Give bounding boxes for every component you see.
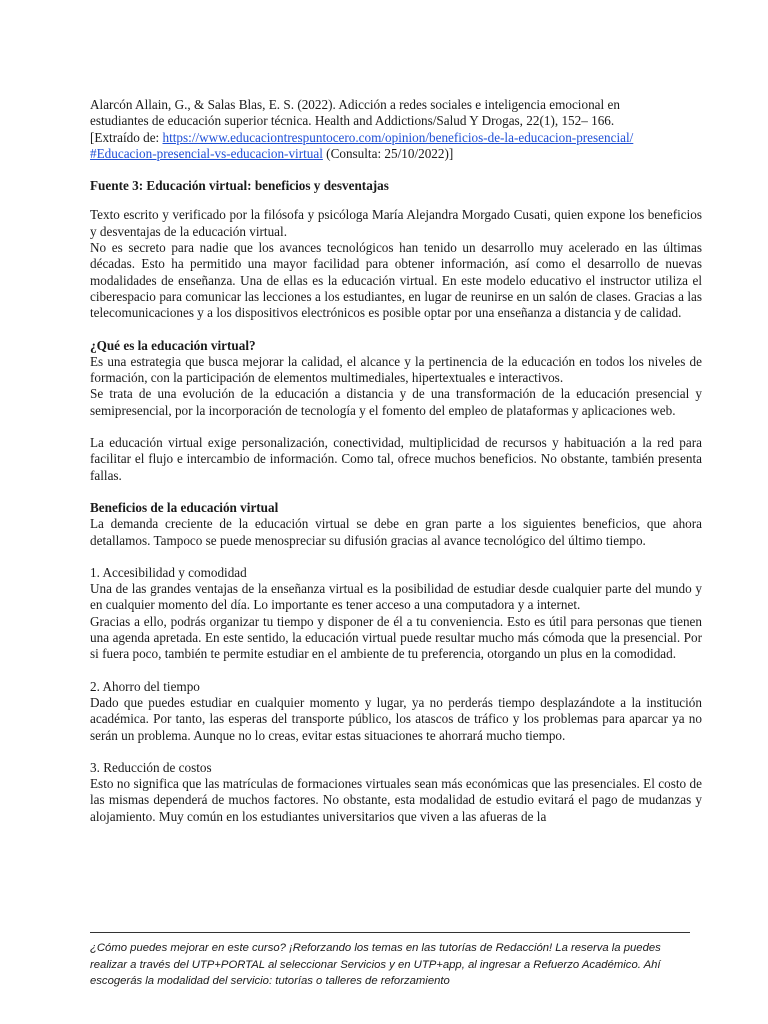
consulted-date: (Consulta: 25/10/2022)] — [322, 145, 454, 161]
benefits-intro: La demanda creciente de la educación virtual se debe en gran parte a los siguientes beneficios, que ahora detallamos. Tampoco se puede menospreciar su difusión gracias al avance tecnológico del último tiempo. — [90, 516, 702, 548]
what-is-paragraph-1: Es una estrategia que busca mejorar la calidad, el alcance y la pertinencia de la educación en todos los niveles de formación, con la participación de elementos multimediales, hipertextuales e interactivos. — [90, 353, 702, 386]
benefit-1-paragraph-2: Gracias a ello, podrás organizar tu tiempo y disponer de él a tu conveniencia. Esto es útil para personas que tienen una agenda apretada. En este sentido, la educación virtual puede resultar mucho más cómoda que la presencial. Por si fuera poco, también te permite estudiar en el ambiente de tu preferencia, otorgando un plus en la comodidad. — [90, 613, 702, 662]
benefit-1-paragraph-1: Una de las grandes ventajas de la enseñanza virtual es la posibilidad de estudiar desde cualquier parte del mundo y en cualquier momento del día. Lo importante es tener acceso a una computadora y a internet. — [90, 581, 702, 613]
benefit-1-title: 1. Accesibilidad y comodidad — [90, 564, 247, 580]
document-body — [90, 97, 702, 825]
source-url-link-part-2[interactable]: #Educacion-presencial-vs-educacion-virtual — [90, 145, 323, 161]
citation-line-2: estudiantes de educación superior técnica. Health and Addictions/Salud Y Drogas, 22(1), 152– 166. — [90, 113, 615, 129]
benefit-3-paragraph: Esto no significa que las matrículas de formaciones virtuales sean más económicas que las presenciales. El costo de las mismas dependerá de muchos factores. No obstante, esta modalidad de estudio evitará el pago de mudanzas y alojamiento. Muy común en los estudiantes universitarios que viven a las afueras de la — [90, 776, 702, 824]
extracted-prefix: [Extraído de: — [90, 129, 163, 145]
benefit-3-title: 3. Reducción de costos — [90, 759, 212, 775]
intro-paragraph-1: Texto escrito y verificado por la filósofa y psicóloga María Alejandra Morgado Cusati, quien expone los beneficios y desventajas de la educación virtual. — [90, 207, 702, 239]
benefit-2-paragraph: Dado que puedes estudiar en cualquier momento y lugar, ya no perderás tiempo desplazándote a la institución académica. Por tanto, las esperas del transporte público, los atascos de tráfico y los problemas para aparcar ya no serán un problema. Aunque no lo creas, evitar estas situaciones te ahorrará mucho tiempo. — [90, 694, 702, 743]
extracted-from-line-2 — [90, 146, 702, 162]
source-title: Fuente 3: Educación virtual: beneficios y desventajas — [90, 178, 389, 194]
intro-paragraph-2: No es secreto para nadie que los avances tecnológicos han tenido un desarrollo muy acelerado en las últimas décadas. Esto ha permitido una mayor facilidad para obtener información, así como el desarrollo de nuevas modalidades de enseñanza. Una de ellas es la educación virtual. En este modelo educativo el instructor utiliza el ciberespacio para comunicar las lecciones a los estudiantes, en lugar de reunirse en un salón de clases. Gracias a las telecomunicaciones y a los dispositivos electrónicos es posible optar por una enseñanza a distancia y de calidad. — [90, 240, 702, 321]
what-is-paragraph-2: Se trata de una evolución de la educación a distancia y de una transformación de la educación presencial y semipresencial, por la incorporación de tecnología y el fomento del empleo de plataformas y aplicaciones web. — [90, 386, 702, 418]
what-is-paragraph-3: La educación virtual exige personalización, conectividad, multiplicidad de recursos y habituación a la red para facilitar el flujo e intercambio de información. Como tal, ofrece muchos beneficios. No obstante, también presenta fallas. — [90, 435, 702, 483]
extracted-from-line — [90, 130, 702, 146]
reference-block — [90, 97, 702, 162]
what-is-heading: ¿Qué es la educación virtual? — [90, 337, 256, 353]
benefit-2-title: 2. Ahorro del tiempo — [90, 678, 200, 694]
page-footer-note: ¿Cómo puedes mejorar en este curso? ¡Reforzando los temas en las tutorías de Redacción! La reserva la puedes realizar a través del UTP+PORTAL al seleccionar Servicios y en UTP+app, al ingresar a Refuerzo Académico. Ahí escogerás la modalidad del servicio: tutorías o talleres de reforzamiento — [90, 932, 690, 990]
source-url-link-part-1[interactable]: https://www.educaciontrespuntocero.com/opinion/beneficios-de-la-educacion-presencial/ — [162, 129, 634, 145]
citation-line-1: Alarcón Allain, G., & Salas Blas, E. S. (2022). Adicción a redes sociales e inteligencia emocional en — [90, 97, 620, 112]
benefits-heading: Beneficios de la educación virtual — [90, 499, 279, 515]
